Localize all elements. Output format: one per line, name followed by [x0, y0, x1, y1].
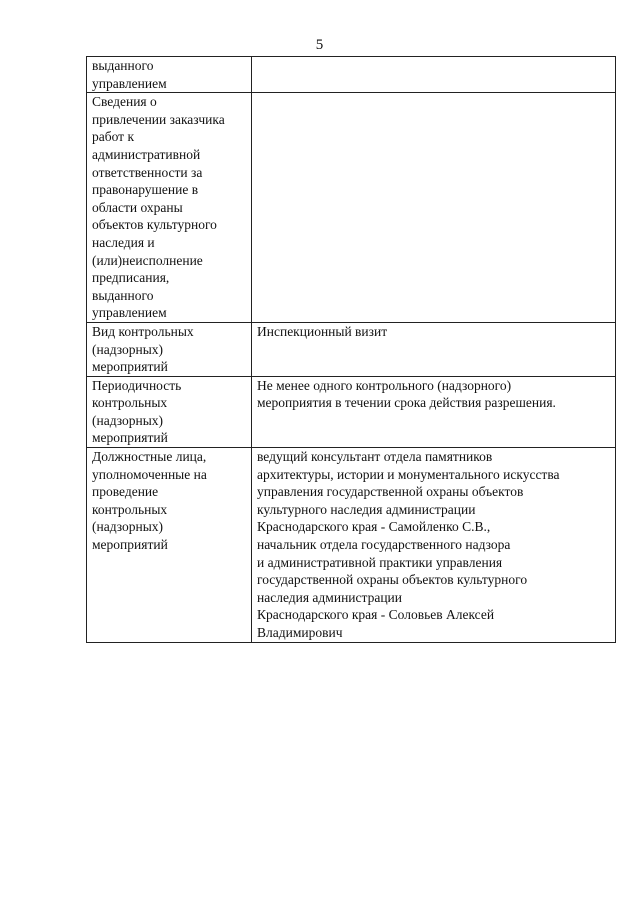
details-table — [86, 56, 616, 643]
row-value-officials: ведущий консультант отдела памятников архитектуры, истории и монументального искусства управления государственной охраны объектов культурного наследия администрации Краснодарского края - Самойленко С.В., начальник отдела государственного надзора и административной практики управления государственной охраны объектов культурного наследия администрации Краснодарского края - Соловьев Алексей Владимирович — [252, 448, 616, 643]
row-value-control-type: Инспекционный визит — [252, 322, 616, 376]
table-row-periodicity — [87, 376, 616, 447]
table-row-liability-info — [87, 93, 616, 323]
row-label-issued-by: выданного управлением — [87, 57, 252, 93]
table-row-control-type — [87, 322, 616, 376]
page-number: 5 — [315, 37, 324, 53]
row-label-liability-info: Сведения о привлечении заказчика работ к административной ответственности за правонарушение в области охраны объектов культурного наследия и (или)неисполнение предписания, выданного управлением — [87, 93, 252, 323]
row-label-officials: Должностные лица, уполномоченные на проведение контрольных (надзорных) мероприятий — [87, 448, 252, 643]
table-row-officials — [87, 448, 616, 643]
row-value-issued-by — [252, 57, 616, 93]
row-value-liability-info — [252, 93, 616, 323]
row-label-periodicity: Периодичность контрольных (надзорных) мероприятий — [87, 376, 252, 447]
table-row-issued-by — [87, 57, 616, 93]
row-value-periodicity: Не менее одного контрольного (надзорного) мероприятия в течении срока действия разрешения. — [252, 376, 616, 447]
row-label-control-type: Вид контрольных (надзорных) мероприятий — [87, 322, 252, 376]
